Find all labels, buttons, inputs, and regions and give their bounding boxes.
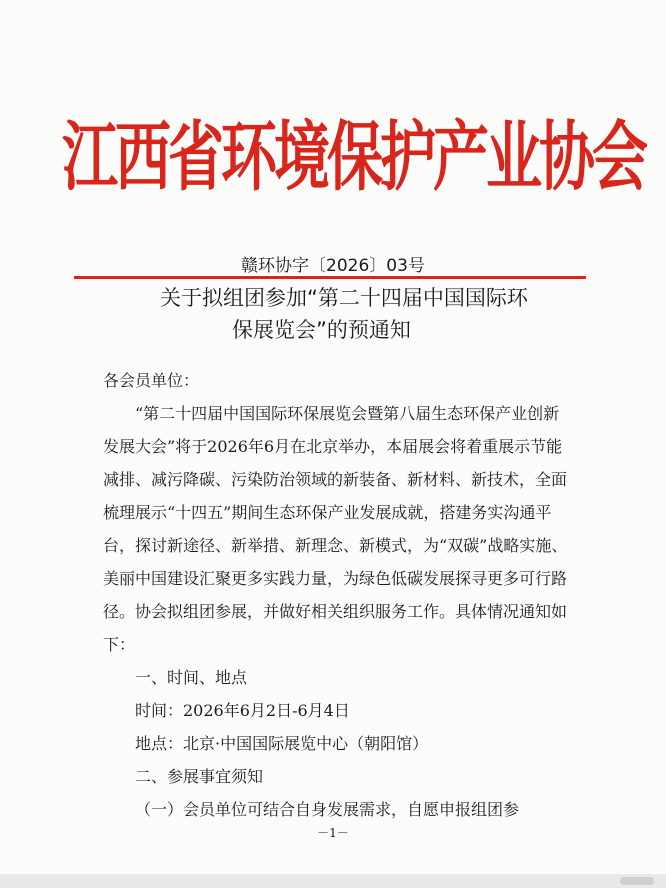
- salutation: 各会员单位：: [103, 371, 200, 390]
- notice-title-line-2: 保展览会”的预通知: [232, 318, 411, 342]
- notice-title: [160, 282, 600, 346]
- intro-paragraph: “第二十四届中国国际环保展览会暨第八届生态环保产业创新发展大会”将于2026年6月在北京举办，本届展会将着重展示节能减排、减污降碳、污染防治领域的新装备、新材料、新技术，全面梳理展示“十四五”期间生态环保产业发展成就，搭建务实沟通平台，探讨新途径、新举措、新理念、新模式，为“双碳”战略实施、美丽中国建设汇聚更多实践力量，为绿色低碳发展探寻更多可行路径。协会拟组团参展，并做好相关组织服务工作。具体情况通知如下：: [103, 404, 568, 654]
- red-divider-line: [74, 276, 586, 279]
- organization-letterhead: 江西省环境保护产业协会: [62, 114, 645, 202]
- notice-body: [103, 364, 573, 826]
- notice-title-line-1: 关于拟组团参加“第二十四届中国国际环: [160, 286, 528, 310]
- page-number: －1－: [317, 826, 349, 840]
- bottom-scroll-area[interactable]: [0, 874, 666, 888]
- item-1: （一）会员单位可结合自身发展需求，自愿申报组团参: [135, 800, 520, 819]
- section-2-heading: 二、参展事宜须知: [135, 767, 264, 786]
- place-line: 地点：北京·中国国际展览中心（朝阳馆）: [135, 734, 429, 753]
- document-number: 赣环协字〔2026〕03号: [241, 256, 425, 276]
- scrollbar-thumb[interactable]: [620, 877, 654, 885]
- section-1-heading: 一、时间、地点: [135, 668, 248, 687]
- time-line: 时间：2026年6月2日-6月4日: [135, 701, 350, 720]
